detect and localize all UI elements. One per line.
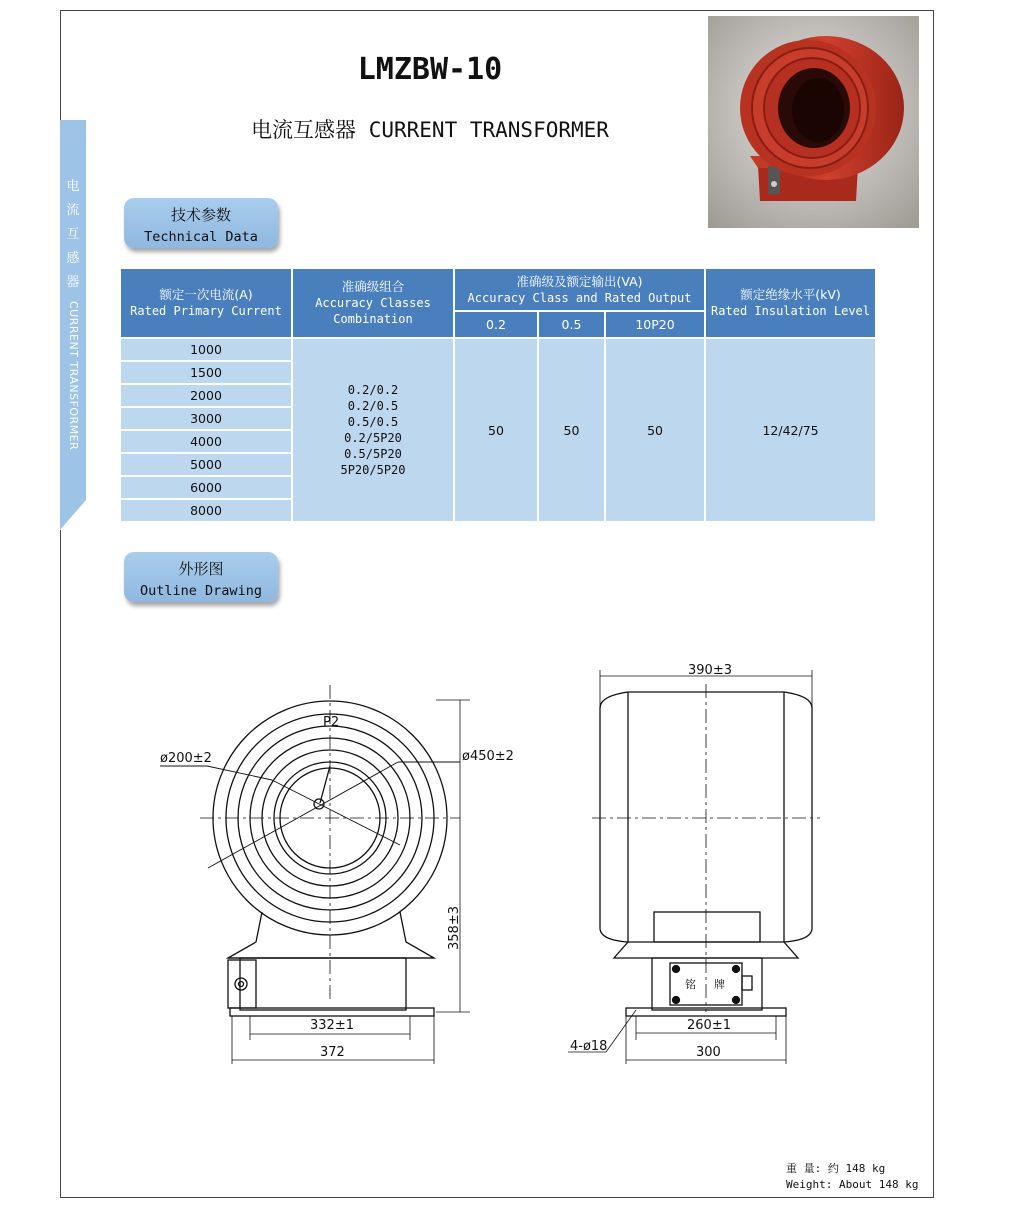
header-insulation xyxy=(705,268,876,338)
header-rated-current-cn: 额定一次电流(A) xyxy=(159,287,253,302)
rated-current-cell: 8000 xyxy=(120,499,292,522)
header-output-en: Accuracy Class and Rated Output xyxy=(467,290,692,305)
accuracy-combination: 0.2/0.2 xyxy=(347,383,399,397)
header-rated-current-en: Rated Primary Current xyxy=(130,304,282,318)
side-char: 互 xyxy=(66,227,80,242)
accuracy-combination: 0.2/5P20 xyxy=(344,431,402,445)
outline-drawing-cn: 外形图 xyxy=(178,560,224,578)
output-cell: 50 xyxy=(605,338,705,522)
page-title: LMZBW-10 xyxy=(357,52,503,87)
rated-current-cell: 2000 xyxy=(120,384,292,407)
header-accuracy-en2: Combination xyxy=(333,312,413,326)
header-insulation-en: Rated Insulation Level xyxy=(711,304,870,318)
header-insulation-cn: 额定绝缘水平(kV) xyxy=(740,287,841,302)
header-output-sub: 10P20 xyxy=(605,311,705,338)
rated-current-cell: 3000 xyxy=(120,407,292,430)
outline-drawing xyxy=(0,640,1019,1080)
weight-cn: 重 量: 约 148 kg xyxy=(786,1162,886,1175)
product-photo xyxy=(708,16,919,228)
rated-current-cell: 1500 xyxy=(120,361,292,384)
output-cell: 50 xyxy=(538,338,605,522)
dim-height: 358±3 xyxy=(447,906,462,950)
header-output xyxy=(454,268,705,311)
rated-current-cell: 5000 xyxy=(120,453,292,476)
accuracy-combination: 0.5/0.5 xyxy=(347,415,399,429)
outline-drawing-label xyxy=(124,552,278,602)
rated-current-cell: 6000 xyxy=(120,476,292,499)
side-tab-corner xyxy=(60,500,86,530)
front-view xyxy=(160,685,470,1064)
side-label xyxy=(64,175,82,459)
header-accuracy-en1: Accuracy Classes xyxy=(315,296,431,310)
weight-note xyxy=(786,1161,918,1193)
dim-mount-inner: 260±1 xyxy=(687,1018,731,1033)
side-char: 流 xyxy=(66,203,80,218)
insulation-level-cell: 12/42/75 xyxy=(705,338,876,522)
dim-base-outer: 372 xyxy=(320,1045,345,1060)
header-output-sub: 0.2 xyxy=(454,311,538,338)
nameplate-char: 牌 xyxy=(714,978,725,991)
header-output-sub: 0.5 xyxy=(538,311,605,338)
outline-drawing-en: Outline Drawing xyxy=(140,583,262,599)
dim-mount-outer: 300 xyxy=(696,1045,721,1060)
side-view xyxy=(568,670,820,1064)
terminal-label: P2 xyxy=(323,715,340,730)
weight-en: Weight: About 148 kg xyxy=(786,1178,919,1191)
technical-data-cn: 技术参数 xyxy=(170,206,231,224)
dim-holes: 4-ø18 xyxy=(570,1039,608,1054)
header-accuracy xyxy=(292,268,454,338)
dim-width-top: 390±3 xyxy=(688,663,732,678)
output-cell: 50 xyxy=(454,338,538,522)
side-char: 电 xyxy=(66,179,80,194)
dim-base-inner: 332±1 xyxy=(310,1018,354,1033)
side-label-en: CURRENT TRANSFORMER xyxy=(67,301,80,451)
accuracy-combination: 5P20/5P20 xyxy=(340,463,406,477)
dim-outer-diameter: ø450±2 xyxy=(462,749,514,764)
accuracy-combination: 0.2/0.5 xyxy=(347,399,399,413)
accuracy-combination: 0.5/5P20 xyxy=(344,447,402,461)
header-output-cn: 准确级及额定输出(VA) xyxy=(516,273,643,289)
spec-table xyxy=(119,267,877,523)
side-char: 感 xyxy=(66,251,80,266)
rated-current-cell: 4000 xyxy=(120,430,292,453)
page-subtitle: 电流互感器 CURRENT TRANSFORMER xyxy=(251,118,609,142)
header-accuracy-cn: 准确级组合 xyxy=(341,279,405,294)
technical-data-en: Technical Data xyxy=(144,229,258,245)
accuracy-combination-cell xyxy=(292,338,454,522)
rated-current-cell: 1000 xyxy=(120,338,292,361)
technical-data-label xyxy=(124,198,278,248)
nameplate-char: 铭 xyxy=(685,978,696,991)
dim-inner-diameter: ø200±2 xyxy=(160,751,212,766)
header-rated-current xyxy=(120,268,292,338)
side-char: 器 xyxy=(66,275,80,290)
